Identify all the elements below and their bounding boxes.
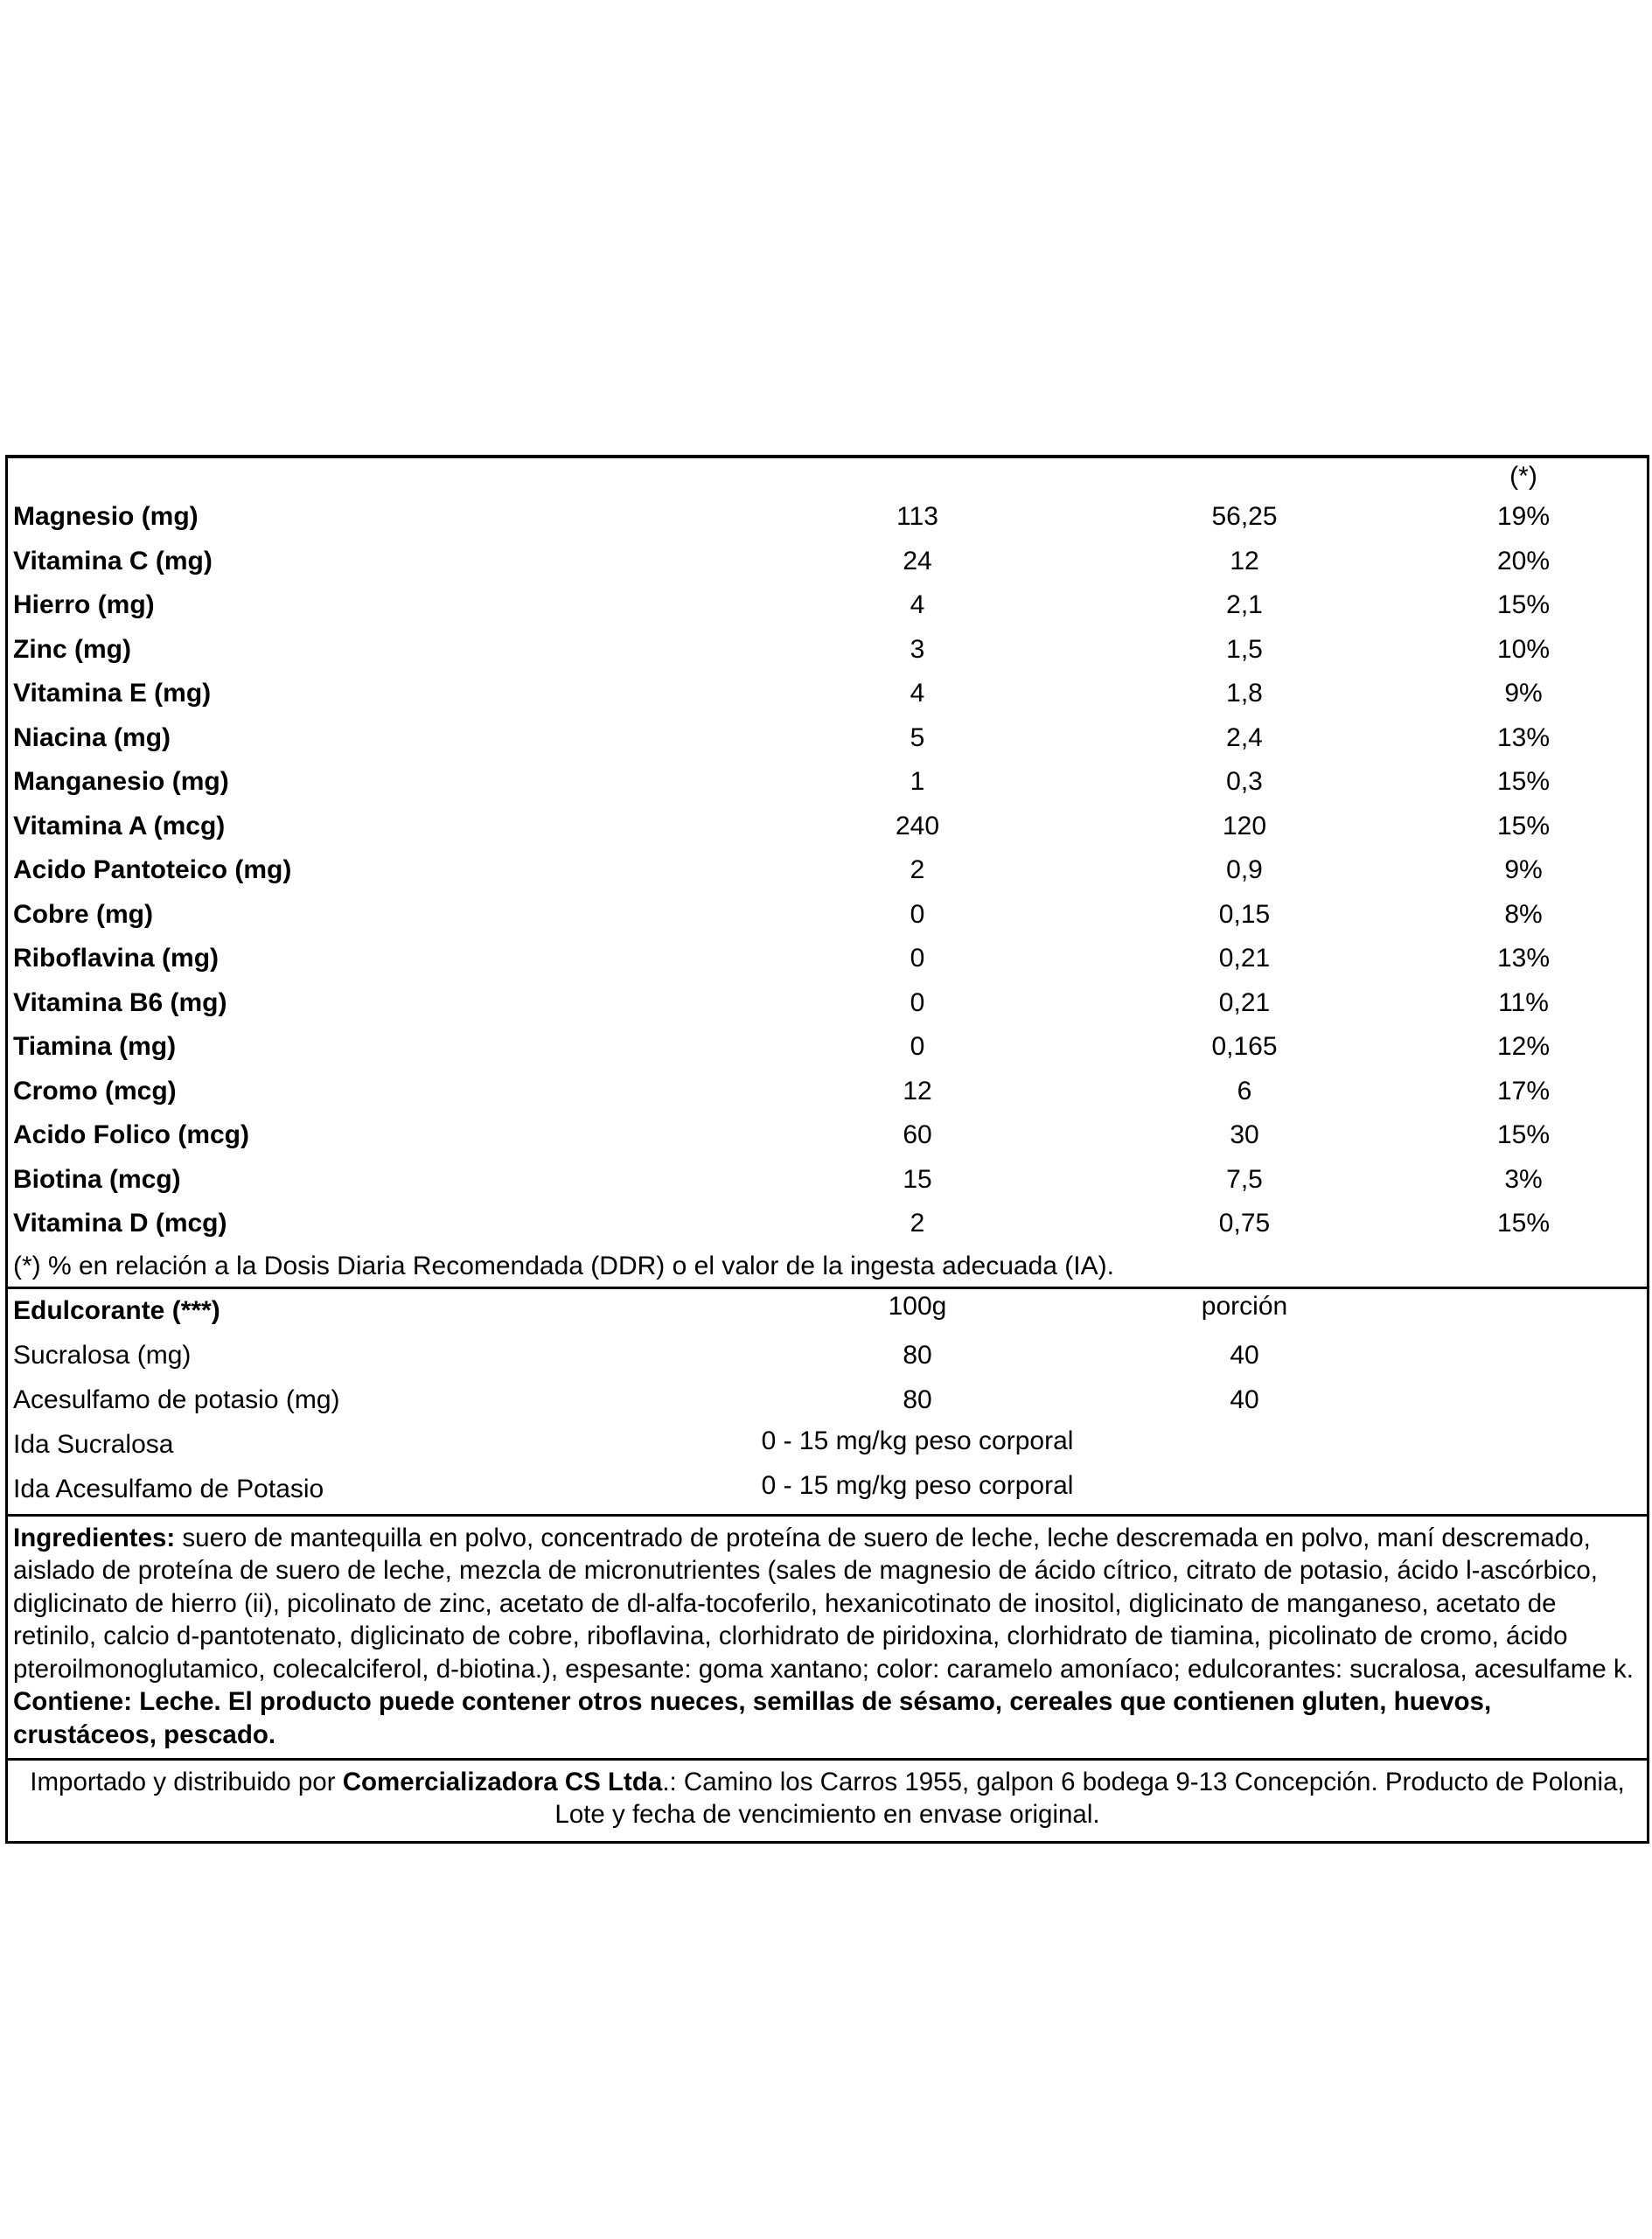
nutrient-pct: 11% bbox=[1498, 987, 1549, 1017]
nutrient-name: Biotina (mcg) bbox=[13, 1164, 181, 1194]
nutrient-name: Magnesio (mg) bbox=[13, 502, 199, 532]
importer-block bbox=[8, 1761, 1647, 1844]
nutrient-name: Vitamina A (mcg) bbox=[13, 811, 226, 840]
nutrient-row bbox=[8, 937, 1647, 981]
nutrient-portion: 7,5 bbox=[1226, 1164, 1263, 1194]
importer-prefix: Importado y distribuido por bbox=[30, 1768, 343, 1796]
nutrient-pct: 13% bbox=[1496, 722, 1551, 752]
sweetener-row bbox=[8, 1378, 1647, 1423]
nutrient-portion: 0,75 bbox=[1218, 1209, 1271, 1238]
ingredients-block bbox=[8, 1517, 1647, 1761]
footnote-row bbox=[8, 1246, 1647, 1289]
nutrient-portion: 6 bbox=[1237, 1076, 1252, 1106]
sweetener-header-row bbox=[8, 1289, 1647, 1334]
nutrient-name: Tiamina (mg) bbox=[13, 1032, 177, 1062]
header-row bbox=[8, 458, 1647, 495]
nutrient-portion: 30 bbox=[1230, 1120, 1259, 1150]
nutrient-name: Acido Pantoteico (mg) bbox=[13, 855, 292, 885]
nutrient-per100: 60 bbox=[903, 1120, 932, 1150]
nutrient-per100: 0 bbox=[910, 899, 925, 929]
ingredients-text: suero de mantequilla en polvo, concentrado de proteína de suero de leche, leche descremada en polvo, maní descremado, aislado de proteína de suero de leche, mezcla de micronutrientes (sales de magnesio de ácido cítrico, citrato de potasio, ácido l-ascórbico, diglicinato de hierro (ii), picolinato de zinc, acetato de dl-alfa-tocoferilo, hexanicotinato de inositol, diglicinato de manganeso, acetato de retinilo, calcio d-pantotenato, diglicinato de cobre, riboflavina, clorhidrato de piridoxina, clorhidrato de tiamina, picolinato de cromo, ácido pteroilmonoglutamico, colecalciferol, d-biotina.), espesante: goma xantano; color: caramelo amoníaco; edulcorantes: sucralosa, acesulfame k. bbox=[13, 1523, 1634, 1684]
nutrient-name: Cromo (mcg) bbox=[13, 1076, 177, 1106]
nutrient-pct: 15% bbox=[1496, 590, 1551, 620]
ida-row bbox=[8, 1468, 1647, 1512]
nutrient-name: Acido Folico (mcg) bbox=[13, 1120, 249, 1150]
nutrient-row bbox=[8, 1025, 1647, 1070]
nutrient-row bbox=[8, 760, 1647, 805]
nutrient-per100: 0 bbox=[910, 987, 925, 1017]
importer-company: Comercializadora CS Ltda bbox=[342, 1768, 663, 1796]
nutrient-pct: 17% bbox=[1496, 1076, 1551, 1106]
sweetener-col-100g: 100g bbox=[888, 1291, 947, 1321]
nutrient-pct: 10% bbox=[1496, 634, 1551, 664]
nutrient-row bbox=[8, 495, 1647, 540]
ida-value: 0 - 15 mg/kg peso corporal bbox=[761, 1470, 1074, 1500]
sweetener-section bbox=[8, 1289, 1647, 1517]
nutrient-per100: 4 bbox=[910, 590, 925, 620]
nutrient-per100: 1 bbox=[910, 767, 925, 797]
sweetener-name: Acesulfamo de potasio (mg) bbox=[13, 1385, 340, 1414]
nutrient-name: Riboflavina (mg) bbox=[13, 944, 220, 973]
sweetener-portion: 40 bbox=[1230, 1385, 1259, 1414]
nutrient-portion: 56,25 bbox=[1211, 502, 1278, 532]
sweetener-per100: 80 bbox=[903, 1385, 932, 1414]
nutrient-pct: 9% bbox=[1504, 679, 1543, 708]
nutrient-row bbox=[8, 1158, 1647, 1203]
nutrient-name: Niacina (mg) bbox=[13, 722, 171, 752]
nutrient-portion: 0,165 bbox=[1211, 1032, 1278, 1062]
nutrient-row bbox=[8, 540, 1647, 584]
nutrient-per100: 12 bbox=[903, 1076, 932, 1106]
nutrient-name: Cobre (mg) bbox=[13, 899, 153, 929]
nutrient-pct: 8% bbox=[1504, 899, 1543, 929]
nutrient-per100: 5 bbox=[910, 722, 925, 752]
ida-name: Ida Acesulfamo de Potasio bbox=[13, 1475, 324, 1503]
nutrient-pct: 15% bbox=[1496, 767, 1551, 797]
nutrient-portion: 0,21 bbox=[1218, 987, 1271, 1017]
nutrient-per100: 2 bbox=[910, 855, 925, 885]
nutrient-portion: 0,21 bbox=[1218, 944, 1271, 973]
nutrient-name: Vitamina E (mg) bbox=[13, 679, 212, 708]
ida-row bbox=[8, 1423, 1647, 1468]
nutrient-row bbox=[8, 893, 1647, 938]
nutrient-name: Vitamina B6 (mg) bbox=[13, 987, 227, 1017]
sweetener-col-portion: porción bbox=[1201, 1291, 1288, 1321]
sweetener-title: Edulcorante (***) bbox=[13, 1296, 220, 1325]
nutrient-row bbox=[8, 1113, 1647, 1158]
nutrient-pct: 20% bbox=[1496, 546, 1551, 575]
nutrient-per100: 15 bbox=[903, 1164, 932, 1194]
nutrient-per100: 0 bbox=[910, 944, 925, 973]
allergen-statement: Contiene: Leche. El producto puede contener otros nueces, semillas de sésamo, cereales que contienen gluten, huevos, crustáceos, pescado. bbox=[13, 1687, 1492, 1749]
nutrient-pct: 12% bbox=[1496, 1032, 1551, 1062]
nutrient-pct: 19% bbox=[1496, 502, 1551, 532]
ingredients-label: Ingredientes: bbox=[13, 1523, 176, 1552]
nutrient-per100: 4 bbox=[910, 679, 925, 708]
nutrient-pct: 15% bbox=[1496, 1120, 1551, 1150]
nutrient-row bbox=[8, 583, 1647, 628]
nutrient-portion: 120 bbox=[1222, 811, 1267, 840]
nutrient-per100: 2 bbox=[910, 1209, 925, 1238]
sweetener-name: Sucralosa (mg) bbox=[13, 1341, 192, 1370]
footnote-text: (*) % en relación a la Dosis Diaria Recomendada (DDR) o el valor de la ingesta adecuada (IA). bbox=[13, 1251, 1114, 1280]
nutrient-per100: 24 bbox=[903, 546, 932, 575]
nutrition-label bbox=[5, 455, 1649, 1844]
importer-suffix: .: Camino los Carros 1955, galpon 6 bodega 9-13 Concepción. Producto de Polonia, Lote y fecha de vencimiento en envase original. bbox=[554, 1768, 1625, 1829]
nutrient-row bbox=[8, 848, 1647, 893]
sweetener-row bbox=[8, 1334, 1647, 1378]
nutrient-portion: 2,4 bbox=[1226, 722, 1263, 752]
nutrient-portion: 0,3 bbox=[1226, 767, 1263, 797]
pct-marker: (*) bbox=[1509, 462, 1537, 491]
sweetener-per100: 80 bbox=[903, 1341, 932, 1370]
nutrient-name: Hierro (mg) bbox=[13, 590, 155, 620]
nutrient-portion: 0,9 bbox=[1226, 855, 1263, 885]
nutrient-name: Manganesio (mg) bbox=[13, 767, 229, 797]
nutrient-row bbox=[8, 805, 1647, 849]
nutrient-portion: 1,5 bbox=[1226, 634, 1263, 664]
ida-value: 0 - 15 mg/kg peso corporal bbox=[761, 1426, 1074, 1455]
ida-name: Ida Sucralosa bbox=[13, 1430, 174, 1459]
nutrient-portion: 12 bbox=[1230, 546, 1259, 575]
nutrient-portion: 2,1 bbox=[1226, 590, 1263, 620]
nutrient-pct: 13% bbox=[1496, 944, 1551, 973]
nutrient-pct: 3% bbox=[1504, 1164, 1543, 1194]
nutrient-portion: 0,15 bbox=[1218, 899, 1271, 929]
nutrient-row bbox=[8, 672, 1647, 716]
nutrient-row bbox=[8, 981, 1647, 1026]
nutrient-pct: 9% bbox=[1504, 855, 1543, 885]
nutrient-name: Vitamina C (mg) bbox=[13, 546, 213, 575]
nutrient-per100: 240 bbox=[895, 811, 940, 840]
sweetener-portion: 40 bbox=[1230, 1341, 1259, 1370]
nutrient-name: Vitamina D (mcg) bbox=[13, 1209, 227, 1238]
nutrient-row bbox=[8, 628, 1647, 673]
nutrient-row bbox=[8, 716, 1647, 761]
nutrient-pct: 15% bbox=[1496, 1209, 1551, 1238]
nutrient-portion: 1,8 bbox=[1226, 679, 1263, 708]
nutrient-table bbox=[8, 495, 1647, 1246]
nutrient-per100: 113 bbox=[896, 502, 938, 532]
nutrient-pct: 15% bbox=[1496, 811, 1551, 840]
nutrient-per100: 3 bbox=[910, 634, 925, 664]
nutrient-row bbox=[8, 1202, 1647, 1246]
nutrient-row bbox=[8, 1070, 1647, 1114]
nutrient-name: Zinc (mg) bbox=[13, 634, 131, 664]
nutrient-per100: 0 bbox=[910, 1032, 925, 1062]
